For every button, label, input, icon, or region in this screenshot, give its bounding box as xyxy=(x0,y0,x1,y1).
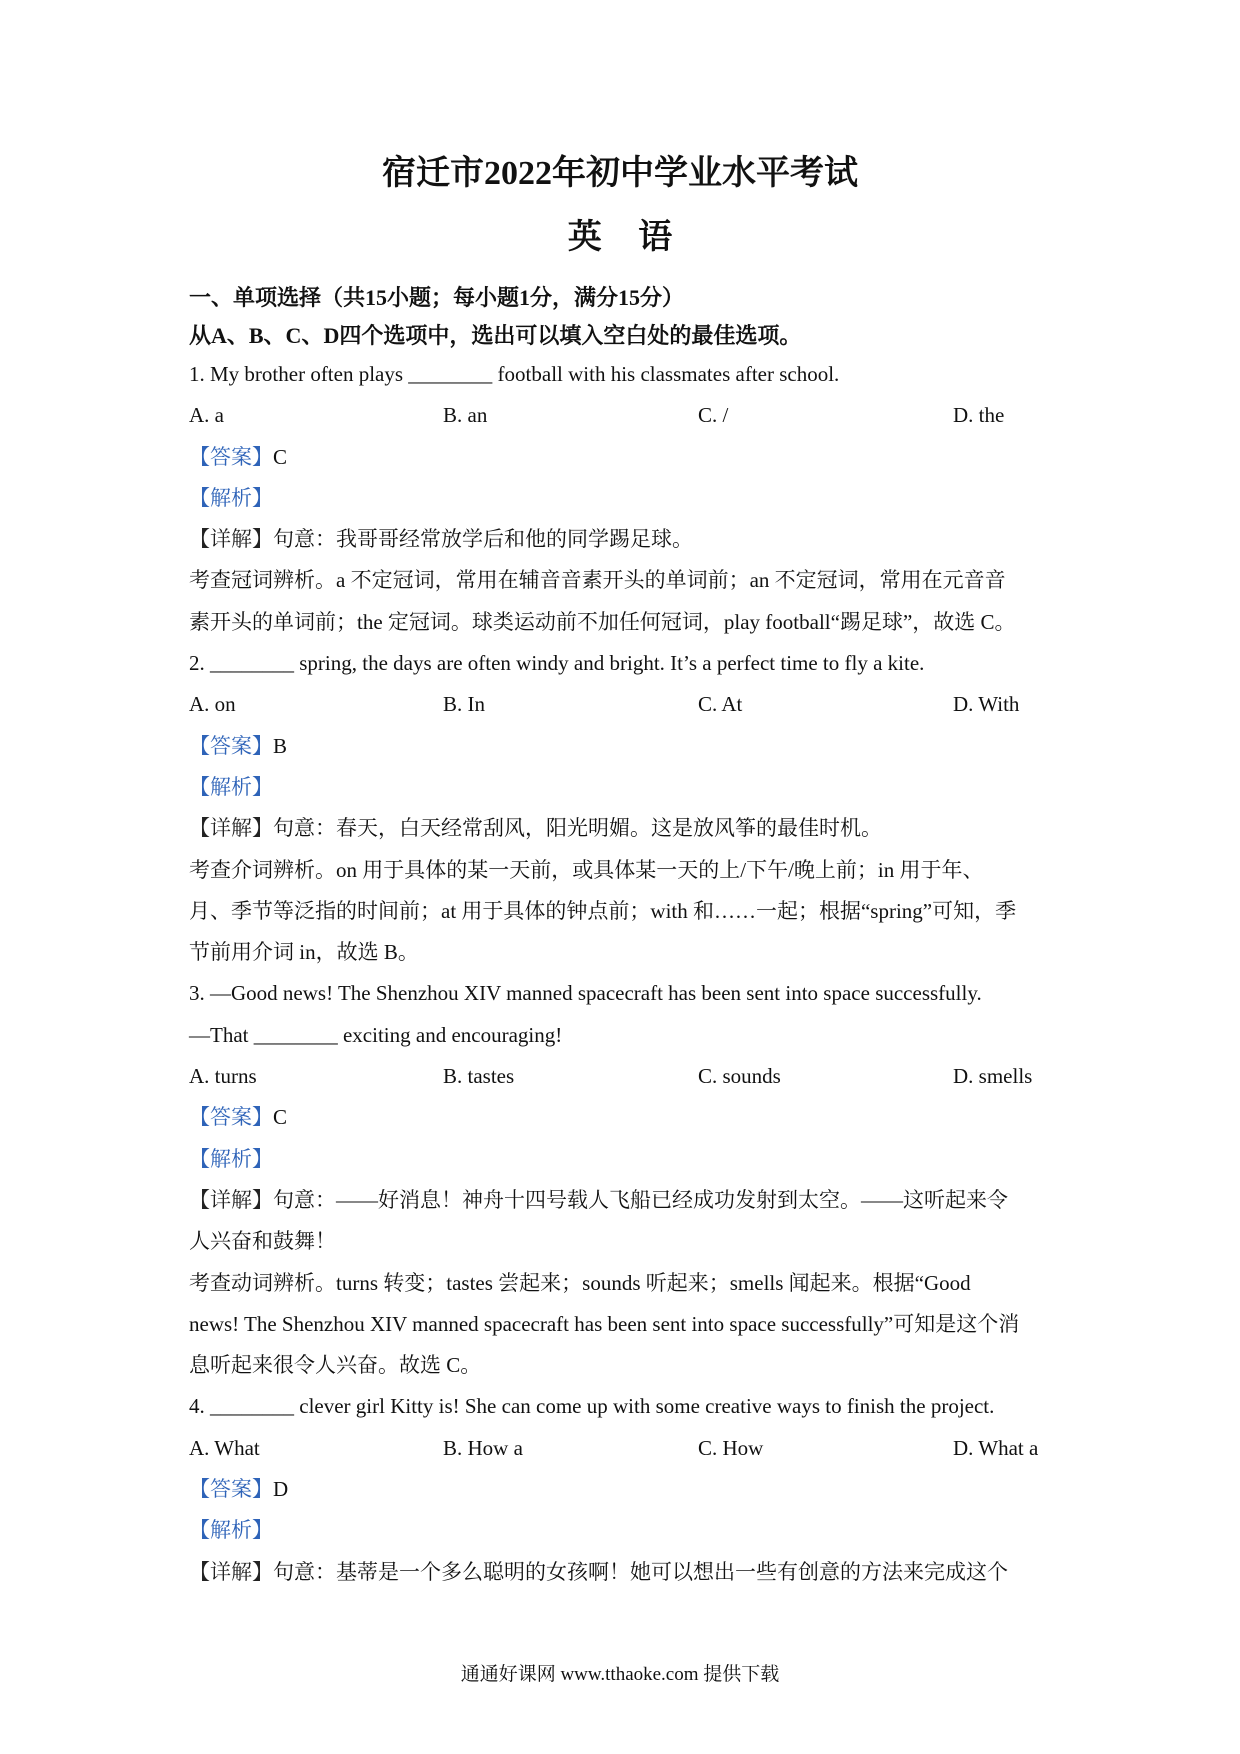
detail-text: 句意：我哥哥经常放学后和他的同学踢足球。 xyxy=(273,527,693,552)
options-row xyxy=(189,684,1089,725)
section-instruction: 从A、B、C、D四个选项中，选出可以填入空白处的最佳选项。 xyxy=(189,323,802,348)
answer-value: C xyxy=(273,1105,288,1130)
option-b: B. How a xyxy=(443,1435,523,1460)
detail-label: 【详解】 xyxy=(189,1187,273,1212)
detail-line xyxy=(189,519,1089,560)
detail-label: 【详解】 xyxy=(189,1559,273,1584)
option-c: C. / xyxy=(698,403,729,428)
question-stem: 3. —Good news! The Shenzhou XIV manned spacecraft has been sent into space successfully. xyxy=(189,981,982,1006)
analysis-line xyxy=(189,1510,1089,1551)
detail-line: news! The Shenzhou XIV manned spacecraft has been sent into space successfully”可知是这个消 xyxy=(189,1311,1020,1336)
section-heading: 一、单项选择（共15小题；每小题1分，满分15分） xyxy=(189,285,685,310)
answer-label: 【答案】 xyxy=(189,1477,273,1502)
question-1 xyxy=(189,354,1089,643)
option-b: B. tastes xyxy=(443,1064,515,1089)
options-row xyxy=(189,1056,1089,1097)
question-2 xyxy=(189,643,1089,973)
detail-line xyxy=(189,1552,1089,1593)
detail-line: 人兴奋和鼓舞！ xyxy=(189,1229,336,1254)
question-4 xyxy=(189,1386,1089,1592)
analysis-line xyxy=(189,1139,1089,1180)
analysis-line xyxy=(189,767,1089,808)
option-c: C. At xyxy=(698,692,743,717)
options-row xyxy=(189,1428,1089,1469)
option-c: C. How xyxy=(698,1435,764,1460)
detail-text: 句意：春天，白天经常刮风，阳光明媚。这是放风筝的最佳时机。 xyxy=(273,816,882,841)
answer-line xyxy=(189,726,1089,767)
detail-label: 【详解】 xyxy=(189,816,273,841)
option-b: B. an xyxy=(443,403,488,428)
option-d: D. With xyxy=(953,692,1020,717)
answer-label: 【答案】 xyxy=(189,733,273,758)
question-list xyxy=(189,354,1089,1593)
exam-subject: 英 语 xyxy=(567,219,687,256)
analysis-label: 【解析】 xyxy=(189,1518,273,1543)
answer-line xyxy=(189,437,1089,478)
detail-text: 句意：——好消息！神舟十四号载人飞船已经成功发射到太空。——这听起来令 xyxy=(273,1187,1008,1212)
question-stem: —That ________ exciting and encouraging! xyxy=(189,1022,563,1047)
detail-text: 句意：基蒂是一个多么聪明的女孩啊！她可以想出一些有创意的方法来完成这个 xyxy=(273,1559,1008,1584)
answer-value: D xyxy=(273,1477,289,1502)
answer-value: C xyxy=(273,444,288,469)
option-a: A. What xyxy=(189,1435,260,1460)
detail-line: 考查动词辨析。turns 转变；tastes 尝起来；sounds 听起来；smells 闻起来。根据“Good xyxy=(189,1270,971,1295)
detail-line: 节前用介词 in，故选 B。 xyxy=(189,940,419,965)
detail-line: 考查冠词辨析。a 不定冠词，常用在辅音音素开头的单词前；an 不定冠词，常用在元音音 xyxy=(189,568,1006,593)
page-footer: 通通好课网 www.tthaoke.com 提供下载 xyxy=(460,1664,780,1685)
answer-value: B xyxy=(273,733,288,758)
option-d: D. the xyxy=(953,403,1005,428)
question-3 xyxy=(189,973,1089,1386)
detail-label: 【详解】 xyxy=(189,527,273,552)
answer-label: 【答案】 xyxy=(189,1105,273,1130)
analysis-label: 【解析】 xyxy=(189,485,273,510)
answer-line xyxy=(189,1097,1089,1138)
analysis-line xyxy=(189,478,1089,519)
detail-line: 素开头的单词前；the 定冠词。球类运动前不加任何冠词，play football“踢足球”，故选 C。 xyxy=(189,609,1016,634)
answer-line xyxy=(189,1469,1089,1510)
detail-line: 考查介词辨析。on 用于具体的某一天前，或具体某一天的上/下午/晚上前；in 用于年、 xyxy=(189,857,984,882)
detail-line: 月、季节等泛指的时间前；at 用于具体的钟点前；with 和……一起；根据“spring”可知，季 xyxy=(189,898,1017,923)
detail-line xyxy=(189,1180,1089,1221)
option-b: B. In xyxy=(443,692,485,717)
options-row xyxy=(189,395,1089,436)
question-stem: 4. ________ clever girl Kitty is! She can come up with some creative ways to finish the project. xyxy=(189,1394,995,1419)
option-a: A. turns xyxy=(189,1064,257,1089)
question-stem: 1. My brother often plays ________ football with his classmates after school. xyxy=(189,362,840,386)
detail-line xyxy=(189,808,1089,849)
analysis-label: 【解析】 xyxy=(189,1146,273,1171)
question-stem: 2. ________ spring, the days are often windy and bright. It’s a perfect time to fly a kite. xyxy=(189,651,925,676)
exam-title: 宿迁市2022年初中学业水平考试 xyxy=(382,155,858,192)
answer-label: 【答案】 xyxy=(189,444,273,469)
option-c: C. sounds xyxy=(698,1064,781,1089)
option-a: A. a xyxy=(189,403,224,428)
analysis-label: 【解析】 xyxy=(189,774,273,799)
detail-line: 息听起来很令人兴奋。故选 C。 xyxy=(189,1353,482,1378)
option-d: D. smells xyxy=(953,1064,1033,1089)
option-d: D. What a xyxy=(953,1435,1039,1460)
option-a: A. on xyxy=(189,692,236,717)
